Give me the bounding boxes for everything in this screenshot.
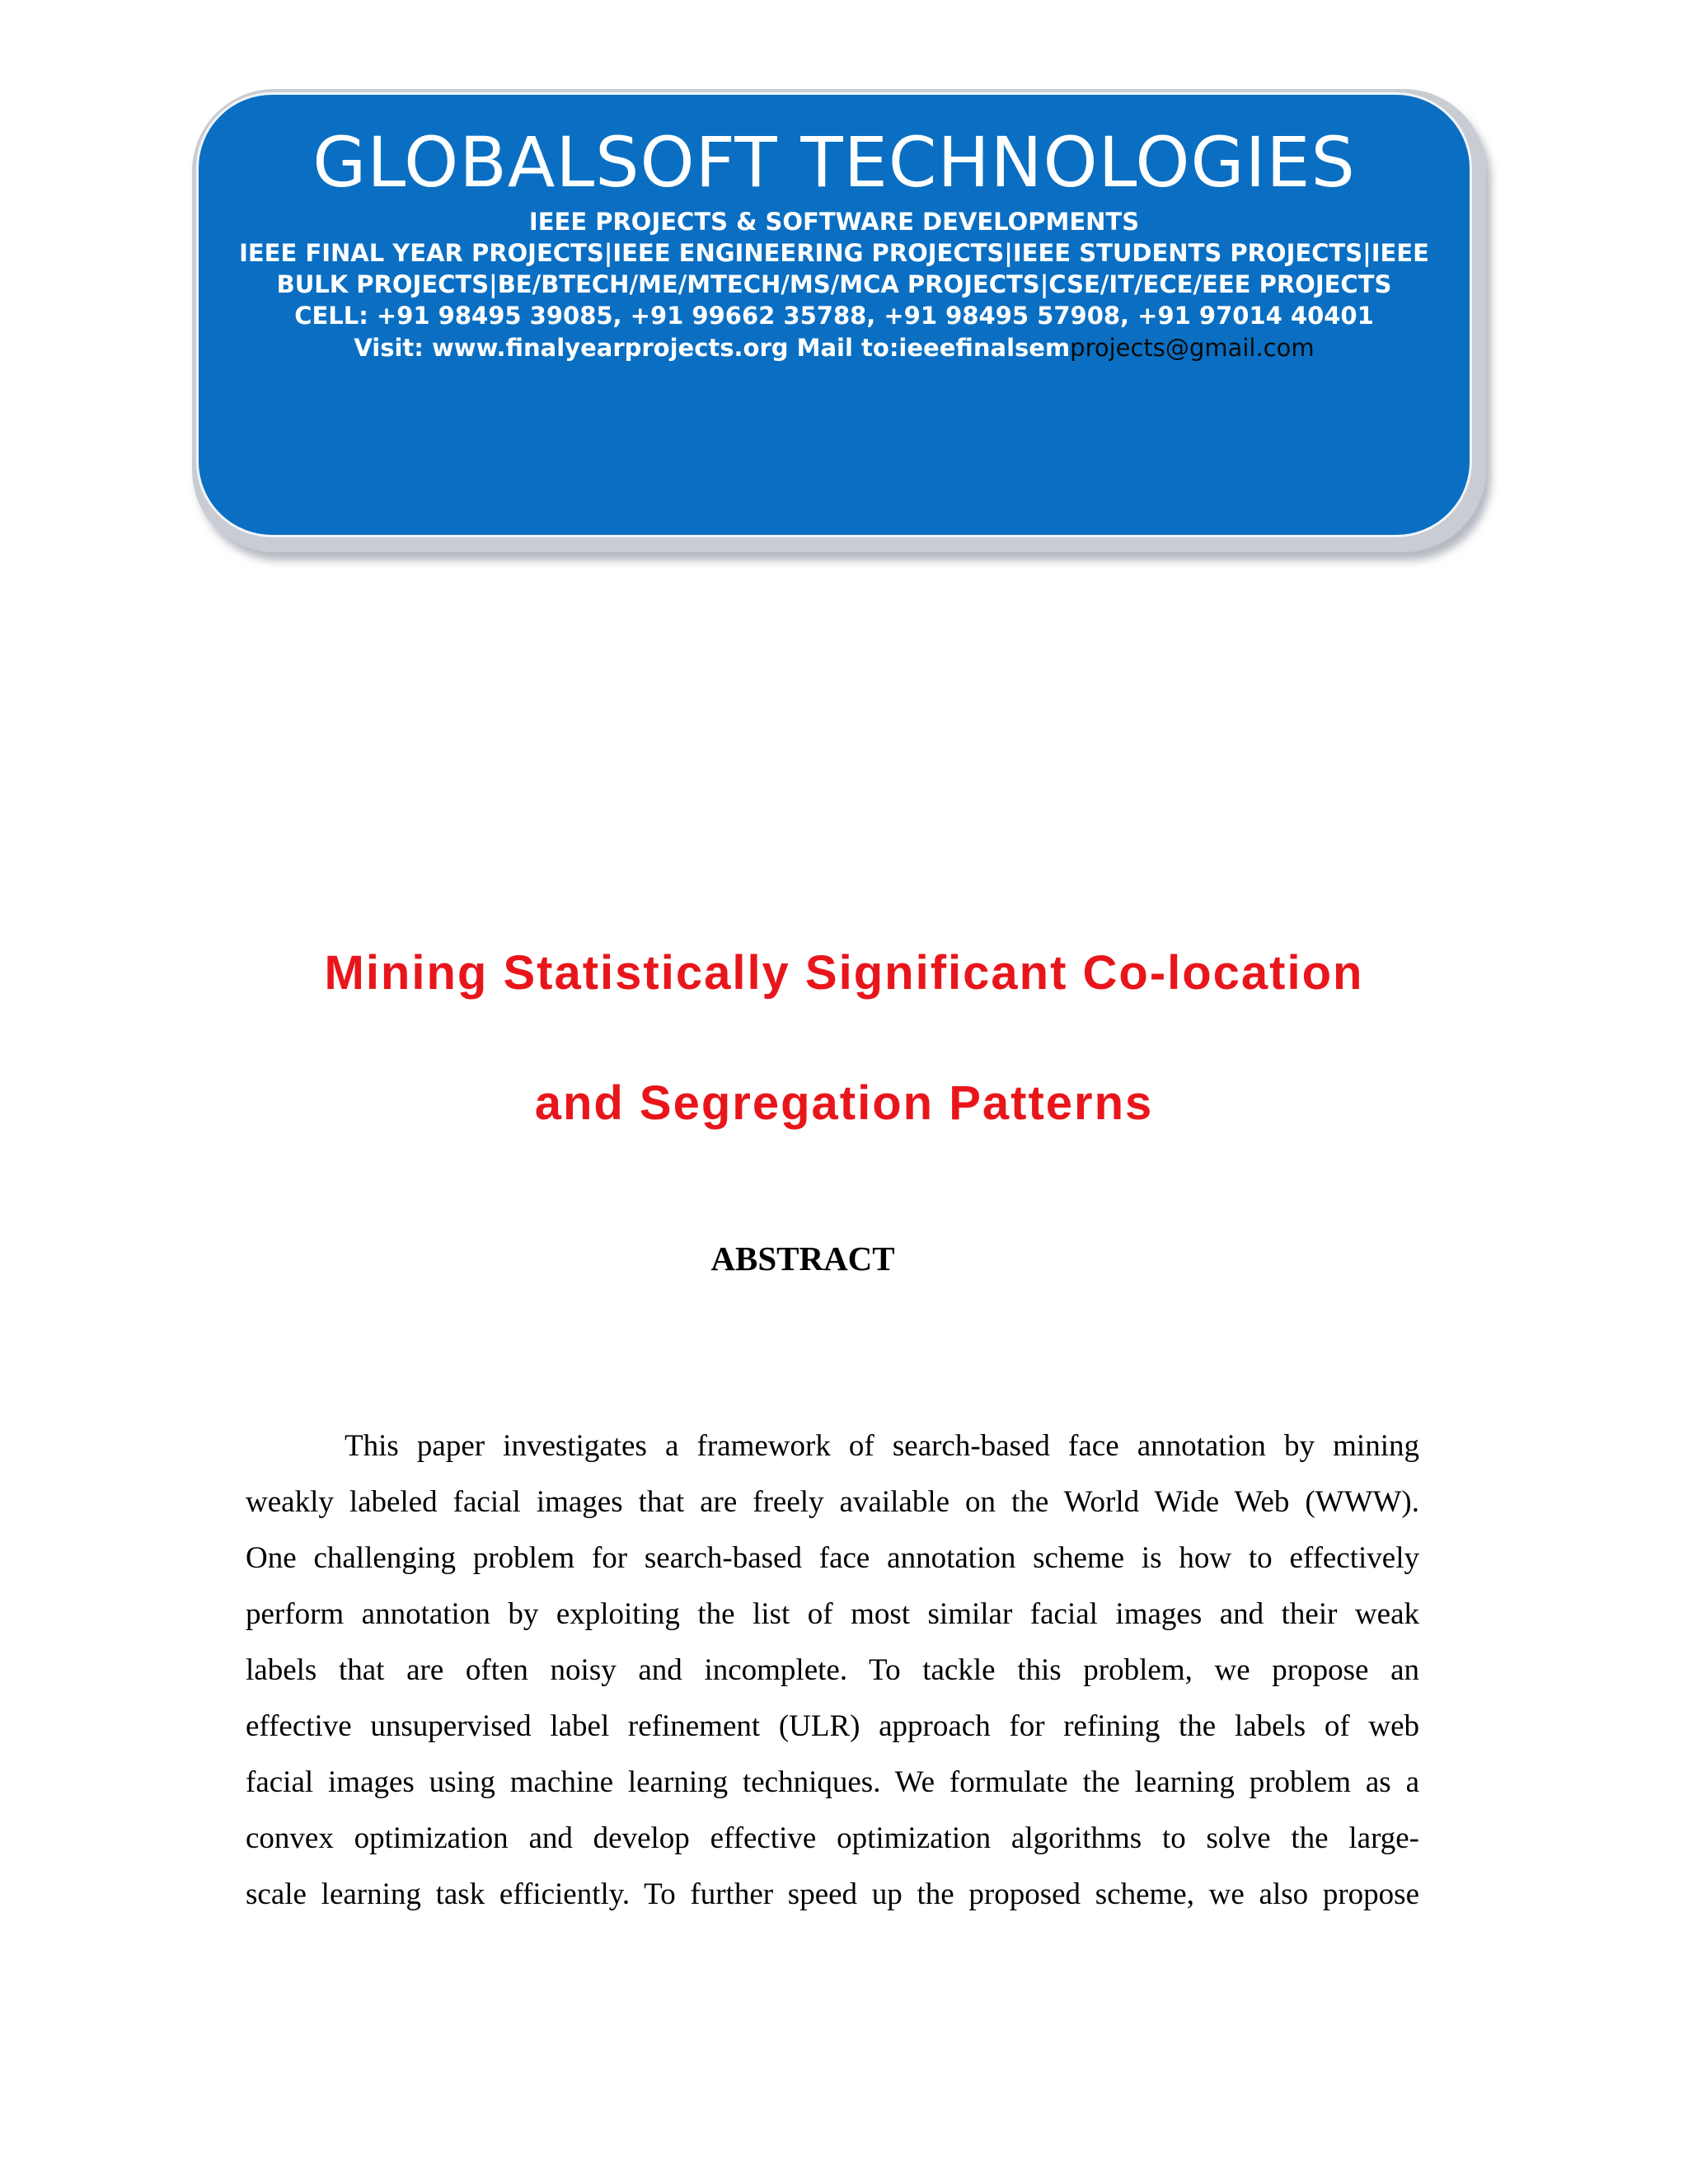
project-types-line-2: BULK PROJECTS|BE/BTECH/ME/MTECH/MS/MCA PROJECTS|CSE/IT/ECE/EEE PROJECTS [276,270,1392,298]
abstract-body [246,1427,1419,1932]
company-name: GLOBALSOFT TECHNOLOGIES [312,122,1356,203]
phone-numbers: CELL: +91 98495 39085, +91 99662 35788, +91 98495 57908, +91 97014 40401 [294,302,1374,330]
website-and-mail: Visit: www.finalyearprojects.org Mail to:ieeefinalsem [354,334,1071,362]
abstract-line: labels that are often noisy and incomplete. To tackle this problem, we propose an [246,1653,1419,1687]
email-suffix: projects@gmail.com [1070,334,1315,362]
abstract-line: effective unsupervised label refinement (ULR) approach for refining the labels of web [246,1709,1419,1743]
contact-line [199,336,1470,360]
tagline: IEEE PROJECTS & SOFTWARE DEVELOPMENTS [528,208,1140,236]
paper-title-line-2: and Segregation Patterns [534,1076,1154,1130]
paper-title-line-1: Mining Statistically Significant Co-location [324,946,1364,1000]
project-types-line-1: IEEE FINAL YEAR PROJECTS|IEEE ENGINEERING PROJECTS|IEEE STUDENTS PROJECTS|IEEE [239,239,1429,267]
abstract-line: One challenging problem for search-based face annotation scheme is how to effectively [246,1541,1419,1575]
abstract-line: scale learning task efficiently. To further speed up the proposed scheme, we also propose [246,1877,1419,1911]
abstract-line: convex optimization and develop effective optimization algorithms to solve the large- [246,1821,1419,1855]
abstract-line: facial images using machine learning techniques. We formulate the learning problem as a [246,1765,1419,1799]
abstract-line: perform annotation by exploiting the list of most similar facial images and their weak [246,1597,1419,1631]
abstract-heading: ABSTRACT [710,1240,895,1277]
header-banner [196,92,1472,537]
abstract-line: This paper investigates a framework of search-based face annotation by mining [345,1429,1419,1463]
abstract-line: weakly labeled facial images that are freely available on the World Wide Web (WWW). [246,1485,1419,1519]
